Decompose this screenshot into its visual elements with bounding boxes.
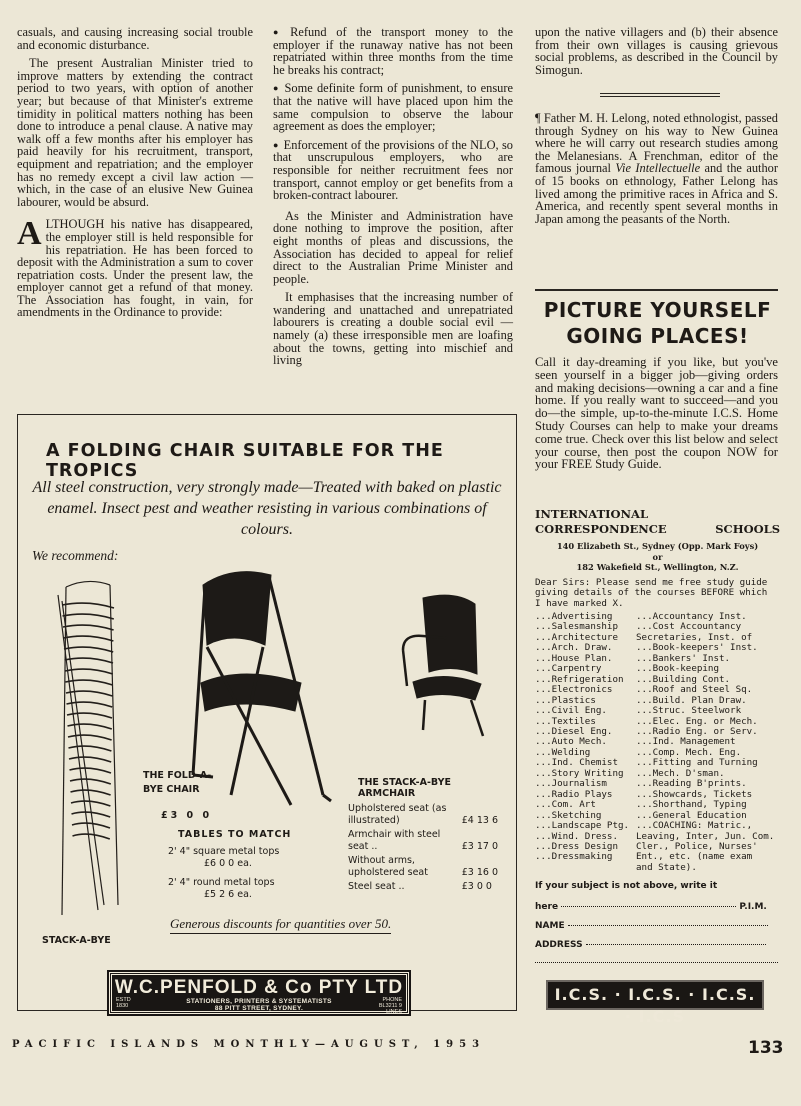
course-option[interactable]: ...Building Cont.	[636, 673, 731, 685]
logo-est: ESTD 1830	[116, 997, 131, 1009]
logo-name: W.C.PENFOLD & Co PTY LTD	[114, 977, 404, 998]
col2-para-1: As the Minister and Administration have done nothing to improve the position, after eight months of pleas and discussions, the Association has decided to appeal for relief direct to the Australian Prime Minister and people.	[273, 208, 513, 286]
stacked-chair-slat	[66, 680, 113, 685]
col1-para-3	[17, 215, 253, 320]
ics-coupon-intro: Dear Sirs: Please send me free study guide giving details of the courses BEFORE which I have marked X.	[535, 577, 768, 609]
course-option[interactable]: ...Reading B'prints.	[636, 778, 747, 790]
table-round-size: 2' 4" round metal tops	[168, 877, 275, 888]
price-value: £4 13 6	[461, 814, 498, 826]
course-option[interactable]: ...Build. Plan Draw.	[636, 694, 747, 706]
course-option[interactable]: ...Carpentry	[535, 663, 602, 675]
here-line[interactable]	[561, 906, 736, 907]
price-value: £3 16 0	[461, 866, 498, 878]
column-3-news	[535, 112, 778, 231]
course-option[interactable]: ...Struc. Steelwork	[636, 705, 742, 717]
column-3	[535, 26, 778, 82]
section-rule	[535, 289, 778, 291]
stacked-chair-slat	[62, 603, 114, 608]
stacked-chairs-illustration	[48, 575, 138, 925]
here-label: here	[535, 902, 559, 912]
course-option[interactable]: ...Dress Design	[535, 840, 618, 852]
table-round	[168, 877, 348, 900]
course-option[interactable]: ...COACHING: Matric.,	[636, 820, 753, 832]
course-option[interactable]: Ent., etc. (name exam	[636, 851, 753, 863]
course-option[interactable]: ...Book-keeping	[636, 663, 719, 675]
course-option[interactable]: ...Roof and Steel Sq.	[636, 684, 753, 696]
address-line[interactable]	[586, 944, 766, 945]
table-square-size: 2' 4" square metal tops	[168, 846, 280, 857]
ics-headline: PICTURE YOURSELF GOING PLACES!	[543, 298, 772, 348]
col3-para-2	[535, 112, 778, 225]
table-square-price: £6 0 0 ea.	[204, 857, 252, 869]
ics-body-text: Call it day-dreaming if you like, but you've seen yourself in a bigger job—giving orders and making decisions—owning a car and a fine home. If you really want to succeed—and you do—the simple, up-to-the-minute I.C.S. Home Study Courses can help to make your dreams come true. Check over this list below and select your course, then post the coupon NOW for your FREE Study Guide.	[535, 355, 778, 472]
course-option[interactable]: ...Textiles	[535, 715, 596, 727]
price-row	[348, 803, 498, 829]
course-option[interactable]: ...Fitting and Turning	[636, 757, 758, 769]
course-list-right	[636, 612, 774, 873]
col1-para-1: casuals, and causing increasing social trouble and economic disturbance.	[17, 25, 253, 52]
course-option[interactable]: ...Book-keepers' Inst.	[636, 642, 758, 654]
col3-para-2b: and the author of 15 books on ethnology, Father Lelong has lived among the primitive races in Africa and S. America, and recently spent several months in Japan among the peasants of the North.	[535, 161, 778, 226]
course-option[interactable]: ...Auto Mech.	[535, 736, 607, 748]
course-option[interactable]: Leaving, Inter, Jun. Com.	[636, 830, 775, 842]
stack-a-bye-heading: THE STACK-A-BYE ARMCHAIR	[358, 777, 452, 799]
course-option[interactable]: ...Accountancy Inst.	[636, 611, 747, 622]
col3-para-1: upon the native villagers and (b) their absence from their own villages is causing grievous social problems, as described in the Council by Simogun.	[535, 25, 778, 77]
stacked-chair-slat	[67, 702, 113, 707]
chair-ad-subhead: All steel construction, very strongly made—Treated with baked on plastic enamel. Insect pest and weather resisting in various combinations of colours.	[32, 479, 502, 538]
logo-tagline	[138, 998, 380, 1012]
price-item: Without arms, upholstered seat	[348, 855, 428, 878]
stack-a-bye-label: STACK-A-BYE	[42, 935, 111, 946]
recommend-label: We recommend:	[32, 548, 119, 563]
tables-heading: TABLES TO MATCH	[178, 829, 292, 840]
ics-address-2: 182 Wakefield St., Wellington, N.Z.	[576, 562, 739, 572]
name-label: NAME	[535, 921, 565, 931]
logo-phone: PHONE BL3211 9 LINES	[378, 997, 402, 1015]
course-option[interactable]: ...Radio Plays	[535, 788, 613, 800]
journal-title: Vie Intellectuelle	[615, 161, 701, 176]
course-option[interactable]: ...Elec. Eng. or Mech.	[636, 715, 758, 727]
col1-para-3-text: LTHOUGH his native has disappeared, the employer still is held responsible for his repatriation. He has been forced to deposit with the Administration a sum to cover repatriation costs. Under the present law, the employer cannot get a refund of that money. The Association has fought, in vain, for amendments in the Ordinance to provide:	[17, 217, 253, 320]
course-option[interactable]: ...Refrigeration	[535, 673, 624, 685]
stacked-chair-slat	[63, 614, 114, 619]
course-option[interactable]: ...Mech. D'sman.	[636, 767, 725, 779]
fold-a-bye-label: THE FOLD-A-BYE CHAIR	[143, 770, 212, 795]
discounts-note: Generous discounts for quantities over 50.	[170, 916, 391, 934]
address-field[interactable]	[535, 940, 766, 950]
chair-ad-headline: A FOLDING CHAIR SUITABLE FOR THE TROPICS	[46, 441, 444, 481]
course-option[interactable]: ...Salesmanship	[535, 621, 618, 633]
course-option[interactable]: ...Wind. Dress.	[535, 830, 618, 842]
course-option[interactable]: ...Sketching	[535, 809, 602, 821]
table-round-price: £5 2 6 ea.	[204, 888, 252, 900]
ics-body	[535, 356, 778, 477]
course-option[interactable]: ...Showcards, Tickets	[636, 788, 753, 800]
course-list-left	[535, 612, 629, 863]
tables-list	[168, 846, 348, 900]
price-row	[348, 881, 498, 896]
course-option[interactable]: ...Com. Art	[535, 799, 596, 811]
stacked-chair-slat	[73, 834, 110, 839]
here-field[interactable]	[535, 902, 767, 912]
course-option[interactable]: Cler., Police, Nurses'	[636, 840, 758, 852]
stacked-chair-slat	[70, 768, 112, 773]
ics-logo: I.C.S. · I.C.S. · I.C.S. · I.C.S	[548, 982, 762, 1008]
name-line[interactable]	[568, 925, 768, 926]
course-option[interactable]: ...Journalism	[535, 778, 607, 790]
course-option[interactable]: Secretaries, Inst. of	[636, 631, 753, 643]
bullet-1: ● Refund of the transport money to the employer if the runaway native has not been repatriated within three months from the time he breaks his contract;	[273, 26, 513, 76]
price-value: £3 0 0	[461, 881, 492, 892]
table-square	[168, 846, 348, 869]
course-option[interactable]: ...Welding	[535, 746, 591, 758]
course-option[interactable]: ...Ind. Management	[636, 736, 736, 748]
col2-para-2: It emphasises that the increasing number of wandering and unattached and unrepatriated labourers is creating a double social evil —namely (a) these irresponsible men are loafing about the towns, getting into mischief and living	[273, 290, 513, 368]
stack-a-bye-armchair-illustration	[383, 590, 493, 740]
address-label: ADDRESS	[535, 940, 583, 950]
col1-para-2: The present Australian Minister tried to improve matters by extending the contract period to two years, with option of another year; but because of that Minister's extreme timidity in political matters nothing has been done to introduce a penal clause. A native may walk off a few months after his employer has paid heavily for his recruitment, transport, equipment and repatriation; and the employer has no remedy except a civil law action —which, in the case of an elusive New Guinea labourer, would be absurd.	[17, 56, 253, 209]
bullet-3: ● Enforcement of the provisions of the NLO, so that unscrupulous employers, who are responsible for neither recruitment fees nor transport, cannot employ or get benefits from a broken-contract labourer.	[273, 139, 513, 202]
stacked-chair-slat	[66, 691, 112, 696]
page-footer: PACIFIC ISLANDS MONTHLY—AUGUST, 1953	[12, 1039, 486, 1050]
price-item: Armchair with steel seat ..	[348, 829, 441, 852]
course-option[interactable]: and State).	[636, 861, 697, 873]
drop-cap: A	[17, 215, 42, 253]
course-option[interactable]: ...General Education	[636, 809, 747, 821]
course-option[interactable]: ...Architecture	[535, 631, 618, 643]
stacked-chair-slat	[68, 735, 112, 740]
price-value: £3 17 0	[461, 840, 498, 852]
pim-code: P.I.M.	[739, 902, 767, 912]
stacked-chair-slat	[63, 625, 114, 630]
stacked-chair-slat	[65, 658, 114, 663]
column-1	[17, 26, 253, 325]
address-line-2[interactable]	[535, 962, 778, 963]
page-number: 133	[748, 1038, 784, 1058]
folding-chair-ad	[17, 414, 517, 1011]
ics-address-1: 140 Elizabeth St., Sydney (Opp. Mark Foys)	[556, 541, 759, 551]
fold-a-bye-price: £3 0 0	[161, 810, 213, 821]
logo-tag: STATIONERS, PRINTERS & SYSTEMATISTS	[186, 998, 332, 1005]
name-field[interactable]	[535, 921, 768, 931]
course-option[interactable]: ...Ind. Chemist	[535, 757, 618, 769]
bullet-2: ● Some definite form of punishment, to ensure that the native will have placed upon him the same compulsion to observe the labour agreement as does the employer;	[273, 82, 513, 132]
divider-double	[600, 93, 720, 97]
course-option[interactable]: ...Dressmaking	[535, 851, 613, 863]
course-option[interactable]: ...Bankers' Inst.	[636, 652, 731, 664]
price-item: Upholstered seat (as illustrated)	[348, 803, 447, 826]
stacked-chair-slat	[71, 790, 111, 795]
column-2	[273, 26, 513, 373]
stack-a-bye-prices	[348, 803, 498, 896]
stacked-chair-slat	[69, 746, 112, 751]
course-option[interactable]: ...Landscape Ptg.	[535, 820, 630, 832]
course-option[interactable]: ...Cost Accountancy	[636, 621, 742, 633]
col3-para-2a: Father M. H. Lelong, noted ethnologist, passed through Sydney on his way to New Guinea where he will carry out research studies among the Melanesians. A Frenchman, editor of the famous journal	[535, 111, 778, 176]
stacked-chair-slat	[69, 757, 111, 762]
write-in-text: If your subject is not above, write it	[535, 881, 718, 891]
stacked-chair-slat	[64, 636, 114, 641]
course-option[interactable]: ...Plastics	[535, 694, 596, 706]
price-row	[348, 829, 498, 855]
stacked-chair-slat	[72, 823, 110, 828]
course-option[interactable]: ...Electronics	[535, 684, 613, 696]
ics-or: or	[652, 552, 663, 562]
price-row	[348, 855, 498, 881]
course-option[interactable]: ...Advertising	[535, 611, 613, 622]
course-option[interactable]: ...Diesel Eng.	[535, 725, 613, 737]
stacked-chair-slat	[70, 779, 111, 784]
course-option[interactable]: ...Civil Eng.	[535, 705, 607, 717]
stacked-chair-slat	[72, 812, 111, 817]
course-option[interactable]: ...Radio Eng. or Serv.	[636, 725, 758, 737]
course-option[interactable]: ...Comp. Mech. Eng.	[636, 746, 742, 758]
logo-address: 88 PITT STREET, SYDNEY.	[214, 1005, 304, 1012]
penfold-logo	[109, 972, 409, 1014]
course-option[interactable]: ...Arch. Draw.	[535, 642, 613, 654]
course-option[interactable]: ...House Plan.	[535, 652, 613, 664]
price-item: Steel seat ..	[348, 881, 405, 892]
stacked-chair-slat	[64, 647, 113, 652]
course-option[interactable]: ...Story Writing	[535, 767, 624, 779]
ics-school-name: INTERNATIONAL CORRESPONDENCE SCHOOLS	[535, 507, 780, 536]
paragraph-mark-icon: ¶	[535, 111, 541, 125]
ics-write-in-note	[535, 881, 778, 891]
course-option[interactable]: ...Shorthand, Typing	[636, 799, 747, 811]
